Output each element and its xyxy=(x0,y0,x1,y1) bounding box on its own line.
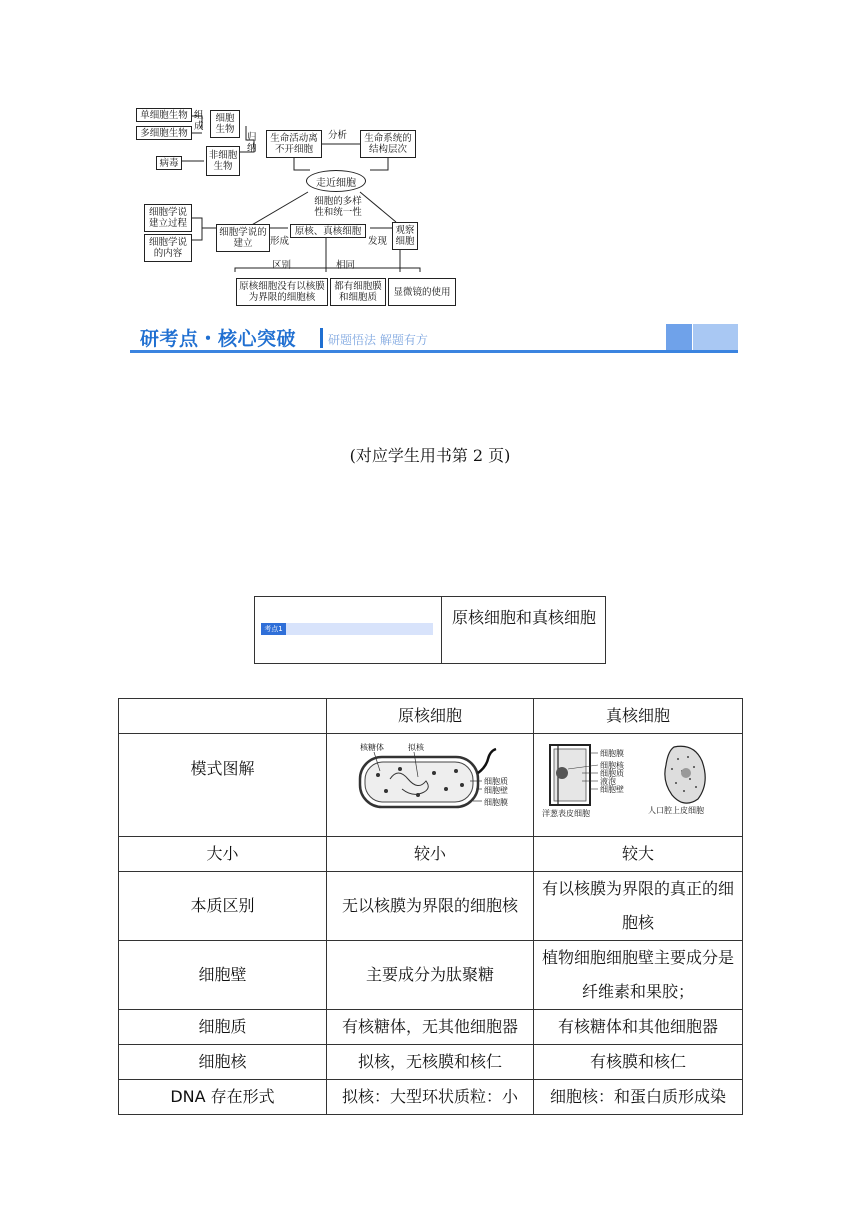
prokaryote-diagram-cell xyxy=(327,734,534,837)
eukaryote-cell: 有核膜和核仁 xyxy=(534,1045,743,1080)
table-row xyxy=(119,1045,743,1080)
both-have-box: 都有细胞膜和细胞质 xyxy=(330,278,386,306)
banner-divider xyxy=(320,328,323,348)
reference-note: (对应学生用书第 2 页) xyxy=(349,446,511,465)
theory-content-box: 细胞学说的内容 xyxy=(144,234,192,262)
label-cell-wall: 细胞壁 xyxy=(484,786,508,795)
eukaryote-diagram-cell xyxy=(534,734,743,837)
caption-cheek-cell: 人口腔上皮细胞 xyxy=(648,806,704,815)
induce-label: 归纳 xyxy=(247,132,257,154)
difference-label: 区别 xyxy=(272,260,292,271)
form-label: 形成 xyxy=(270,236,290,247)
prokaryote-diagram xyxy=(330,739,530,819)
header-cell-empty xyxy=(119,699,327,734)
label-cell-membrane: 细胞膜 xyxy=(484,798,508,807)
eukaryote-diagram xyxy=(538,739,738,819)
topic-tag: 考点1 xyxy=(261,623,286,635)
no-nucleus-box: 原核细胞没有以核膜为界限的细胞核 xyxy=(236,278,328,306)
table-row xyxy=(119,837,743,872)
compose-label: 组成 xyxy=(194,110,204,132)
banner-underline xyxy=(130,350,738,353)
prokaryote-cell: 拟核：大型环状质粒：小 xyxy=(327,1080,534,1115)
label-nucleoid: 拟核 xyxy=(408,743,424,752)
banner-decoration-block xyxy=(693,324,738,350)
concept-map xyxy=(130,100,460,310)
microscope-box: 显微镜的使用 xyxy=(388,278,456,306)
eukaryote-cell: 有核糖体和其他细胞器 xyxy=(534,1010,743,1045)
eukaryote-cell: 有以核膜为界限的真正的细胞核 xyxy=(534,872,743,941)
label-ribosome: 核糖体 xyxy=(360,743,384,752)
topic-header xyxy=(254,596,606,664)
same-label: 相同 xyxy=(336,260,356,271)
prokaryote-cell: 较小 xyxy=(327,837,534,872)
table-row xyxy=(119,872,743,941)
section-banner xyxy=(130,322,738,354)
label-eu-nucleus: 细胞核 xyxy=(600,761,624,770)
row-label: DNA 存在形式 xyxy=(119,1080,327,1115)
label-cytoplasm: 细胞质 xyxy=(484,777,508,786)
label-eu-cytoplasm: 细胞质 xyxy=(600,769,624,778)
label-eu-cell-wall: 细胞壁 xyxy=(600,785,624,794)
prokaryote-cell: 拟核，无核膜和核仁 xyxy=(327,1045,534,1080)
table-row xyxy=(119,1080,743,1115)
theory-process-box: 细胞学说建立过程 xyxy=(144,204,192,232)
prokaryote-cell: 有核糖体，无其他细胞器 xyxy=(327,1010,534,1045)
eukaryote-cell: 植物细胞细胞壁主要成分是纤维素和果胶； xyxy=(534,941,743,1010)
row-label: 细胞核 xyxy=(119,1045,327,1080)
row-label: 本质区别 xyxy=(119,872,327,941)
diversity-unity-label: 细胞的多样性和统一性 xyxy=(314,196,362,218)
row-label: 细胞质 xyxy=(119,1010,327,1045)
header-cell-prokaryote: 原核细胞 xyxy=(327,699,534,734)
prokaryote-cell: 无以核膜为界限的细胞核 xyxy=(327,872,534,941)
topic-bar xyxy=(261,623,433,635)
cell-organism-box: 细胞生物 xyxy=(210,110,240,138)
discover-label: 发现 xyxy=(368,236,388,247)
virus-box: 病毒 xyxy=(156,156,182,170)
topic-title: 原核细胞和真核细胞 xyxy=(451,608,596,627)
row-label: 大小 xyxy=(119,837,327,872)
analyze-label: 分析 xyxy=(328,130,348,141)
table-row xyxy=(119,734,743,837)
label-eu-vacuole: 液泡 xyxy=(600,777,616,786)
eukaryote-cell: 细胞核：和蛋白质形成染 xyxy=(534,1080,743,1115)
banner-decoration-block xyxy=(666,324,692,350)
comparison-table xyxy=(118,698,743,1115)
banner-title: 研考点・核心突破 xyxy=(140,328,297,350)
caption-onion-cell: 洋葱表皮细胞 xyxy=(542,809,590,818)
header-cell-eukaryote: 真核细胞 xyxy=(534,699,743,734)
observe-cell-box: 观察细胞 xyxy=(392,222,418,250)
multicellular-box: 多细胞生物 xyxy=(136,126,192,140)
life-system-box: 生命系统的结构层次 xyxy=(360,130,416,158)
row-label: 细胞壁 xyxy=(119,941,327,1010)
approach-cell-node: 走近细胞 xyxy=(306,170,366,192)
label-eu-membrane: 细胞膜 xyxy=(600,749,624,758)
non-cell-organism-box: 非细胞生物 xyxy=(206,146,240,176)
table-row xyxy=(119,941,743,1010)
banner-subtitle: 研题悟法 解题有方 xyxy=(328,333,428,347)
life-activity-box: 生命活动离不开细胞 xyxy=(266,130,322,158)
table-header-row xyxy=(119,699,743,734)
row-label: 模式图解 xyxy=(119,734,327,837)
unicellular-box: 单细胞生物 xyxy=(136,108,192,122)
table-row xyxy=(119,1010,743,1045)
eukaryote-cell: 较大 xyxy=(534,837,743,872)
pro-eu-cell-box: 原核、真核细胞 xyxy=(290,224,366,238)
topic-tag-cell xyxy=(255,597,442,663)
prokaryote-cell: 主要成分为肽聚糖 xyxy=(327,941,534,1010)
theory-establish-box: 细胞学说的建立 xyxy=(216,224,270,252)
